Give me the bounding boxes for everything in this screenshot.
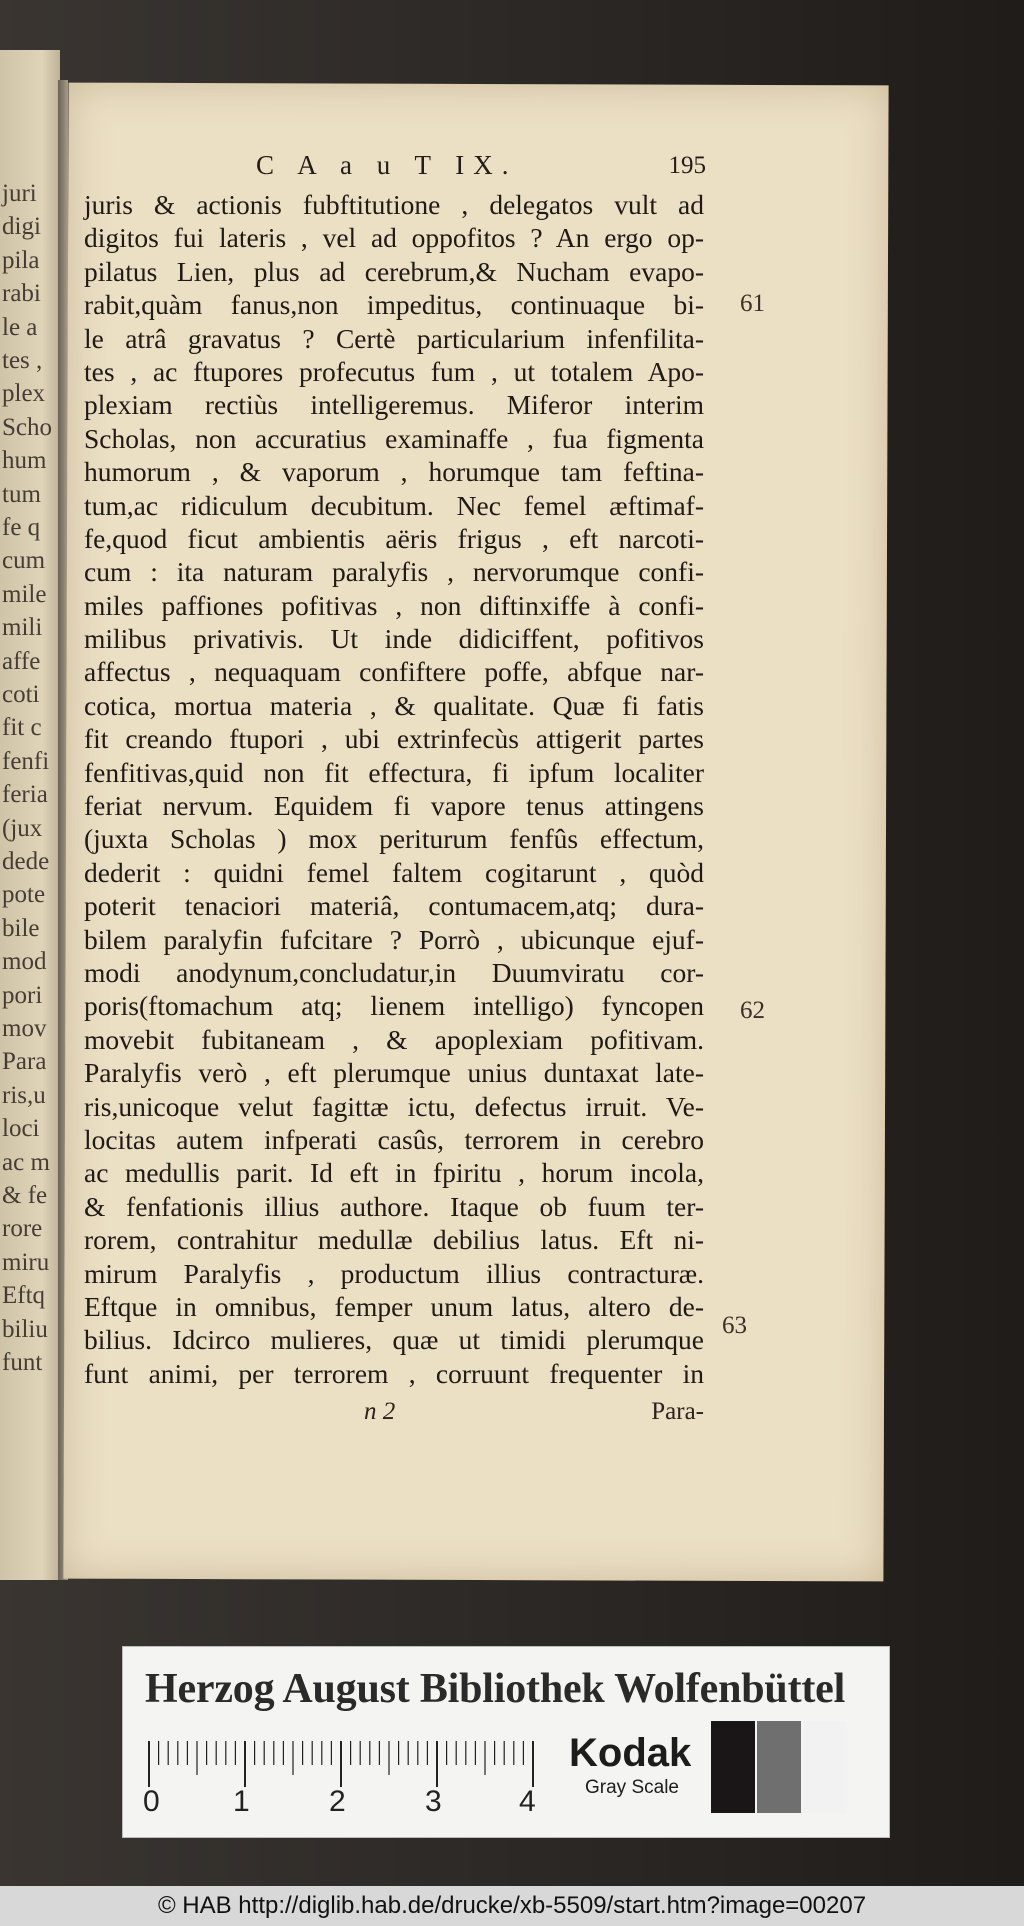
text-line: poris(ftomachum atq; lienem intelligo) fyncopen xyxy=(84,990,704,1022)
text-line: humorum , & vaporum , horumque tam feftina- xyxy=(84,456,704,488)
text-line: locitas autem infperati casûs, terrorem in cerebro xyxy=(84,1123,704,1155)
text-line: & fenfationis illius authore. Itaque ob fuum ter- xyxy=(84,1190,704,1222)
text-line: (juxta Scholas ) mox periturum fenfûs effectum, xyxy=(84,823,704,855)
text-line: bilem paralyfin fufcitare ? Porrò , ubicunque ejuf- xyxy=(84,923,704,955)
left-page-fragment: dede xyxy=(2,848,50,875)
left-page-fragment: digi xyxy=(2,213,41,241)
gray-swatch-dark xyxy=(711,1721,755,1813)
text-line: tum,ac ridiculum decubitum. Nec femel æftimaf- xyxy=(84,489,704,521)
text-line: dederit : quidni femel faltem cogitarunt , quòd xyxy=(84,856,704,888)
left-page-fragment: biliu xyxy=(2,1315,48,1343)
text-line: juris & actionis fubftitutione , delegatos vult ad xyxy=(84,189,704,220)
left-page-fragment: fit c xyxy=(2,714,42,742)
text-line: funt animi, per terrorem , corruunt frequenter in xyxy=(84,1357,704,1389)
left-page-fragment: mile xyxy=(2,580,47,608)
left-page-fragment: pote xyxy=(2,881,46,909)
text-line: modi anodynum,concludatur,in Duumviratu cor- xyxy=(84,956,704,988)
text-line: rabit,quàm fanus,non impeditus, continuaque bi- xyxy=(84,289,704,321)
left-page-fragment: & fe xyxy=(2,1182,48,1209)
left-page-fragment: le a xyxy=(2,313,38,341)
text-line: affectus , nequaquam confiftere poffe, abfque nar- xyxy=(84,656,704,688)
kodak-logo: Kodak xyxy=(569,1731,692,1775)
text-line: fenfitivas,quid non fit effectura, fi ipfum localiter xyxy=(84,756,704,788)
catchword-row xyxy=(84,1398,704,1428)
left-page-fragment: Scho xyxy=(2,413,52,441)
text-line: cotica, mortua materia , & qualitate. Quæ fi fatis xyxy=(84,689,704,721)
text-line: ris,unicoque velut fagittæ ictu, defectus irruit. Ve- xyxy=(84,1090,704,1122)
ruler-number: 3 xyxy=(425,1785,442,1818)
text-line: mirum Paralyfis , productum illius contracturæ. xyxy=(84,1257,704,1289)
left-page-fragment: Para xyxy=(2,1048,47,1076)
text-line: movebit fubitaneam , & apoplexiam pofitivam. xyxy=(84,1023,704,1055)
left-page-fragment: mod xyxy=(2,948,47,976)
text-line: poterit tenaciori materiâ, contumacem,atq; dura- xyxy=(84,890,704,922)
running-title: C A a u T IX. xyxy=(256,150,518,180)
left-page-fragment: rore xyxy=(2,1215,43,1243)
text-line: feriat nervum. Equidem fi vapore tenus attingens xyxy=(84,790,704,822)
left-page-fragment: bile xyxy=(2,914,40,942)
text-line: cum : ita naturam paralyfis , nervorumque confi- xyxy=(84,556,704,588)
left-page-fragment: (jux xyxy=(2,814,43,842)
left-page-fragment: affe xyxy=(2,647,41,675)
catchword: Para- xyxy=(651,1398,704,1425)
text-line: pilatus Lien, plus ad cerebrum,& Nucham evapo- xyxy=(84,255,704,287)
text-line: tes , ac ftupores profecutus fum , ut totalem Apo- xyxy=(84,355,704,387)
gray-swatch-light xyxy=(803,1721,847,1813)
text-line: Eftque in omnibus, femper unum latus, altero de- xyxy=(84,1290,704,1322)
left-page-fragment: mili xyxy=(2,614,43,642)
ruler-number: 4 xyxy=(519,1785,536,1818)
left-page-fragment: loci xyxy=(2,1115,40,1143)
text-line: fit creando ftupori , ubi extrinfecùs attigerit partes xyxy=(84,723,704,755)
left-page-fragment: ris,u xyxy=(2,1081,46,1109)
gray-scale-label: Gray Scale xyxy=(585,1777,679,1798)
text-line: digitos fui lateris , vel ad oppofitos ? An ergo op- xyxy=(84,222,704,254)
text-line: Paralyfis verò , eft plerumque unius duntaxat late- xyxy=(84,1057,704,1089)
text-line: fe,quod ficut ambientis aëris frigus , eft narcoti- xyxy=(84,522,704,554)
left-page-fragment: mov xyxy=(2,1015,47,1042)
left-page-fragment: fe q xyxy=(2,514,41,541)
copyright-footer: © HAB http://diglib.hab.de/drucke/xb-5509/start.htm?image=00207 xyxy=(0,1886,1024,1926)
text-line: miles paffiones pofitivas , non diftinxiffe à confi- xyxy=(84,589,704,621)
color-target-card xyxy=(122,1646,890,1838)
library-name: Herzog August Bibliothek Wolfenbüttel xyxy=(145,1666,846,1712)
left-page-fragment: miru xyxy=(2,1248,50,1276)
page-number: 195 xyxy=(668,152,706,179)
left-page-fragment: Eftq xyxy=(2,1282,46,1310)
left-page-fragment: fenfi xyxy=(2,747,50,775)
left-page-fragment: hum xyxy=(2,447,47,475)
margin-note-61: 61 xyxy=(740,290,765,317)
left-page-fragment: plex xyxy=(2,380,46,408)
text-line: Scholas, non accuratius examinaffe , fua figmenta xyxy=(84,422,704,454)
left-page-fragment: ac m xyxy=(2,1148,50,1176)
left-page-fragment: pori xyxy=(2,981,43,1009)
text-line: ac medullis parit. Id eft in fpiritu , horum incola, xyxy=(84,1157,704,1189)
left-page-fragment: pila xyxy=(2,246,40,274)
signature-mark: n 2 xyxy=(364,1398,396,1425)
left-page-fragment: cum xyxy=(2,547,46,575)
left-page-fragment: coti xyxy=(2,681,40,708)
left-page-fragment: tum xyxy=(2,480,41,508)
text-line: milibus privativis. Ut inde didiciffent, pofitivos xyxy=(84,623,704,655)
left-page-fragment: feria xyxy=(2,781,48,809)
gray-swatch-mid xyxy=(757,1721,801,1813)
running-head xyxy=(186,150,706,180)
margin-note-62: 62 xyxy=(740,997,765,1024)
ruler-number: 0 xyxy=(143,1785,160,1818)
text-line: rorem, contrahitur medullæ debilius latus. Eft ni- xyxy=(84,1224,704,1256)
margin-note-63: 63 xyxy=(722,1312,747,1339)
ruler-number: 1 xyxy=(233,1785,250,1818)
left-page-fragment: funt xyxy=(2,1349,43,1376)
text-line: le atrâ gravatus ? Certè particularium infenfilita- xyxy=(84,322,704,354)
left-page-edge xyxy=(0,50,60,1580)
left-page-fragment: tes , xyxy=(2,347,43,374)
text-line: plexiam rectiùs intelligeremus. Miferor interim xyxy=(84,389,704,421)
ruler-number: 2 xyxy=(329,1785,346,1818)
ruler-scale xyxy=(145,1737,565,1797)
body-text xyxy=(84,188,704,1390)
text-line: bilius. Idcirco mulieres, quæ ut timidi plerumque xyxy=(84,1324,704,1356)
left-page-fragment: juri xyxy=(2,180,37,207)
left-page-fragment: rabi xyxy=(2,280,41,308)
